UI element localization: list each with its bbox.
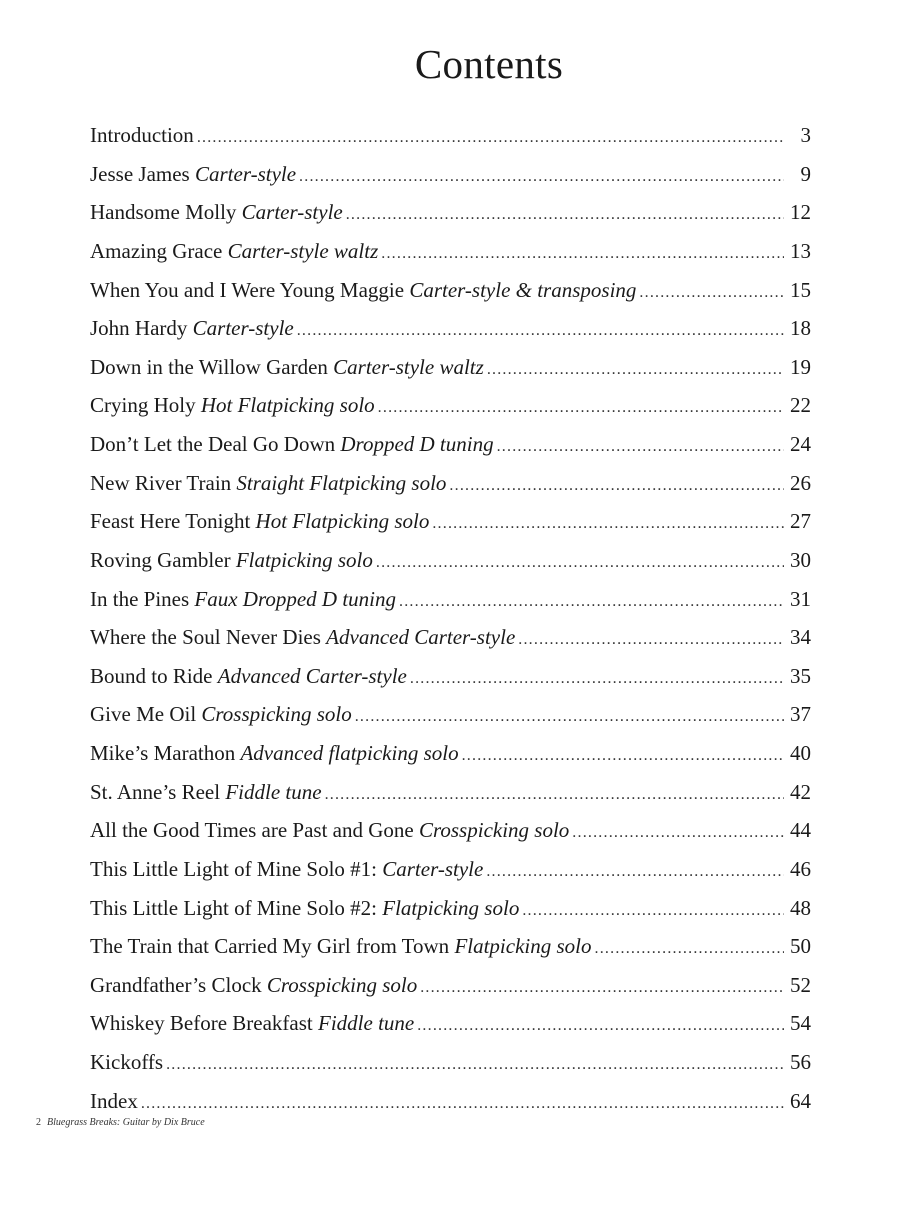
song-title: Bound to Ride (90, 663, 218, 688)
toc-entry[interactable] (90, 889, 811, 928)
toc-entry-title (90, 850, 483, 888)
dot-leader (325, 776, 784, 814)
dot-leader (449, 467, 784, 505)
page-number: 56 (790, 1050, 811, 1074)
page-number: 42 (790, 779, 811, 804)
song-style: Fiddle tune (318, 1011, 415, 1036)
song-style: Hot Flatpicking solo (200, 393, 375, 418)
toc-entry[interactable] (90, 348, 811, 387)
song-title: Amazing Grace (90, 238, 228, 263)
toc-entry-title (90, 232, 378, 270)
toc-entry-title (90, 116, 194, 154)
song-title: Kickoffs (90, 1050, 164, 1074)
dot-leader (462, 737, 784, 775)
toc-entry-title (90, 889, 519, 927)
dot-leader (639, 274, 784, 312)
song-style: Fiddle tune (225, 779, 322, 804)
song-title: St. Anne’s Reel (90, 779, 226, 804)
page-number: 22 (790, 393, 811, 418)
song-title: Down in the Willow Garden (90, 354, 334, 379)
table-of-contents (90, 116, 811, 1120)
page-number: 19 (790, 354, 811, 379)
song-title: In the Pines (90, 586, 195, 611)
song-style: Carter-style waltz (227, 238, 379, 263)
page-number: 40 (790, 741, 811, 765)
toc-entry-title (90, 773, 322, 811)
toc-entry-title (90, 193, 343, 231)
toc-entry-title (90, 502, 429, 540)
toc-entry[interactable] (90, 811, 811, 850)
song-style: Advanced Carter-style (217, 663, 407, 688)
song-title: Mike’s Marathon (90, 741, 241, 765)
page-number: 3 (800, 123, 811, 147)
song-style: Crosspicking solo (418, 818, 570, 843)
song-style: Crosspicking solo (201, 702, 352, 727)
song-style: Advanced flatpicking solo (240, 741, 459, 765)
toc-entry-title (90, 348, 484, 386)
dot-leader (518, 621, 784, 659)
toc-entry[interactable] (90, 773, 811, 812)
page-number: 48 (790, 895, 811, 920)
toc-entry-title (90, 618, 515, 656)
toc-entry[interactable] (90, 580, 811, 619)
page-number: 34 (790, 625, 811, 650)
song-title: Introduction (90, 123, 194, 147)
song-style: Carter-style (382, 856, 484, 881)
toc-entry[interactable] (90, 657, 811, 696)
page-number: 18 (790, 316, 811, 341)
dot-leader (346, 196, 784, 234)
dot-leader (197, 119, 784, 157)
song-style: Straight Flatpicking solo (236, 470, 447, 495)
dot-leader (595, 930, 784, 968)
song-title: New River Train (90, 470, 237, 495)
page-title: Contents (414, 41, 564, 87)
song-title: Where the Soul Never Dies (90, 625, 327, 650)
song-style: Flatpicking solo (454, 934, 592, 959)
dot-leader (420, 969, 784, 1007)
toc-entry[interactable] (90, 232, 811, 271)
song-title: Whiskey Before Breakfast (90, 1011, 318, 1036)
toc-entry-title (90, 1004, 414, 1042)
toc-entry-title (90, 1082, 138, 1120)
dot-leader (297, 312, 784, 350)
page-number: 54 (790, 1011, 811, 1036)
toc-entry-title (90, 927, 592, 965)
toc-entry-title (90, 425, 494, 463)
page-number: 26 (790, 470, 811, 495)
song-title: This Little Light of Mine Solo #2: (90, 895, 383, 920)
dot-leader (378, 389, 784, 427)
song-style: Hot Flatpicking solo (255, 509, 430, 534)
song-style: Advanced Carter-style (326, 625, 516, 650)
dot-leader (141, 1085, 784, 1123)
song-title: Handsome Molly (90, 200, 242, 225)
page-number: 30 (790, 547, 811, 572)
page-number: 44 (790, 818, 811, 843)
dot-leader (166, 1046, 784, 1084)
song-style: Carter-style & transposing (409, 277, 637, 302)
page-number: 13 (790, 238, 811, 263)
toc-entry-title (90, 734, 459, 772)
page-footer (36, 1117, 205, 1128)
footer-page-number: 2 (36, 1117, 41, 1128)
toc-entry[interactable] (90, 193, 811, 232)
toc-entry[interactable] (90, 502, 811, 541)
song-style: Carter-style (192, 316, 294, 341)
song-title: Jesse James (90, 161, 195, 186)
song-title: Grandfather’s Clock (90, 972, 267, 997)
dot-leader (486, 853, 784, 891)
dot-leader (487, 351, 784, 389)
page-number: 50 (790, 934, 811, 959)
page-number: 12 (790, 200, 811, 225)
song-title: Roving Gambler (90, 547, 236, 572)
song-style: Faux Dropped D tuning (194, 586, 397, 611)
song-style: Crosspicking solo (266, 972, 418, 997)
toc-entry[interactable] (90, 116, 811, 155)
toc-entry-title (90, 464, 446, 502)
song-title: This Little Light of Mine Solo #1: (90, 856, 383, 881)
toc-entry[interactable] (90, 966, 811, 1005)
song-style: Carter-style waltz (333, 354, 484, 379)
toc-entry-title (90, 271, 636, 309)
toc-entry[interactable] (90, 695, 811, 734)
song-title: The Train that Carried My Girl from Town (90, 934, 455, 959)
song-title: Feast Here Tonight (90, 509, 256, 534)
page-number: 24 (790, 432, 811, 456)
toc-entry[interactable] (90, 1043, 811, 1082)
song-title: Crying Holy (90, 393, 201, 418)
page-number: 64 (790, 1088, 811, 1113)
footer-book-credit: Bluegrass Breaks: Guitar by Dix Bruce (47, 1117, 205, 1128)
toc-entry-title (90, 695, 352, 733)
song-style: Flatpicking solo (382, 895, 520, 920)
dot-leader (299, 158, 784, 196)
toc-entry-title (90, 155, 296, 193)
toc-entry-title (90, 541, 373, 579)
dot-leader (432, 505, 784, 543)
song-title: Index (90, 1088, 138, 1113)
toc-entry-title (90, 811, 569, 849)
toc-entry-title (90, 657, 407, 695)
toc-entry[interactable] (90, 386, 811, 425)
song-title: John Hardy (90, 316, 193, 341)
page-number: 37 (790, 702, 811, 727)
toc-entry[interactable] (90, 1004, 811, 1043)
dot-leader (572, 814, 784, 852)
toc-entry-title (90, 386, 375, 424)
song-style: Carter-style (194, 161, 297, 186)
song-title: Don’t Let the Deal Go Down (90, 432, 341, 456)
dot-leader (522, 892, 784, 930)
dot-leader (381, 235, 784, 273)
page-number: 46 (790, 856, 811, 881)
song-title: When You and I Were Young Maggie (90, 277, 410, 302)
toc-entry[interactable] (90, 734, 811, 773)
dot-leader (355, 698, 784, 736)
toc-entry[interactable] (90, 850, 811, 889)
toc-entry[interactable] (90, 309, 811, 348)
toc-entry[interactable] (90, 464, 811, 503)
song-style: Dropped D tuning (340, 432, 494, 456)
toc-entry[interactable] (90, 1082, 811, 1121)
dot-leader (497, 428, 784, 466)
toc-entry[interactable] (90, 618, 811, 657)
toc-entry[interactable] (90, 271, 811, 310)
toc-entry-title (90, 1043, 163, 1081)
dot-leader (417, 1007, 784, 1045)
toc-entry[interactable] (90, 425, 811, 464)
page-number: 52 (790, 972, 811, 997)
page-number: 27 (790, 509, 811, 534)
toc-entry[interactable] (90, 541, 811, 580)
song-style: Carter-style (241, 200, 343, 225)
song-title: Give Me Oil (90, 702, 202, 727)
page-number: 31 (790, 586, 811, 611)
page-number: 15 (790, 277, 811, 302)
toc-entry-title (90, 966, 417, 1004)
song-title: All the Good Times are Past and Gone (90, 818, 419, 843)
dot-leader (410, 660, 784, 698)
dot-leader (399, 583, 784, 621)
toc-entry-title (90, 309, 294, 347)
toc-entry-title (90, 580, 396, 618)
toc-entry[interactable] (90, 155, 811, 194)
song-style: Flatpicking solo (235, 547, 373, 572)
toc-entry[interactable] (90, 927, 811, 966)
page-number: 9 (800, 161, 811, 186)
dot-leader (376, 544, 784, 582)
page-number: 35 (790, 663, 811, 688)
